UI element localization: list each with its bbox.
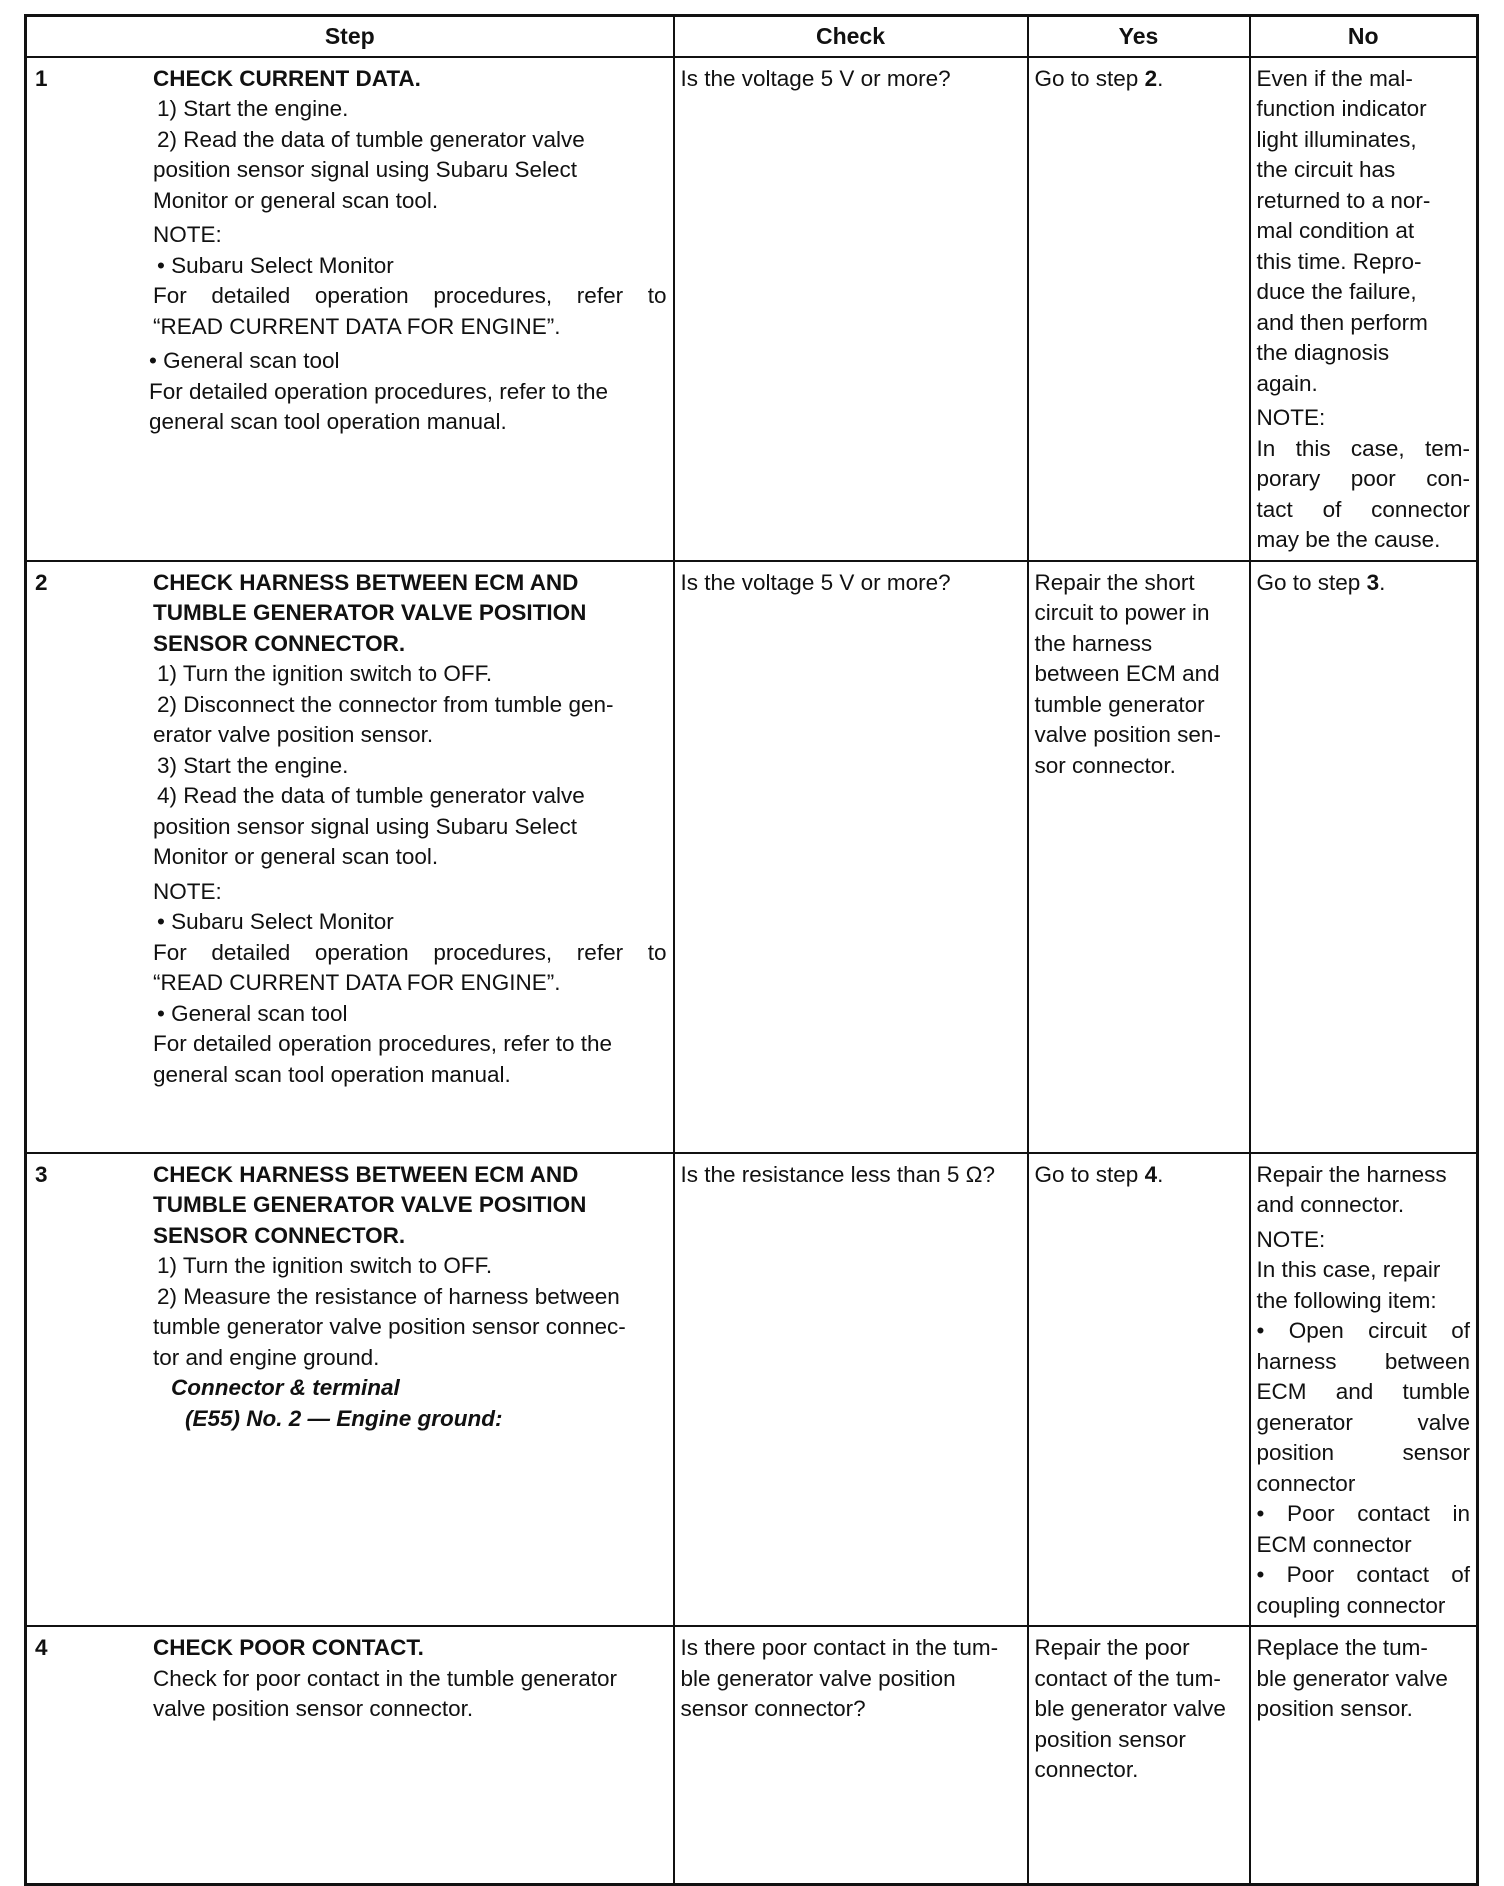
no-line: the diagnosis xyxy=(1256,340,1390,365)
step-number: 1 xyxy=(35,65,48,91)
no-note-line: coupling connector xyxy=(1256,1592,1446,1618)
no-end: . xyxy=(1379,569,1386,595)
step-line: 1) Turn the ignition switch to OFF. xyxy=(157,1253,493,1278)
step-line: Check for poor contact in the tumble generator xyxy=(153,1665,618,1691)
no-line: and then perform xyxy=(1256,309,1428,335)
yes-end: . xyxy=(1157,65,1164,91)
header-no: No xyxy=(1250,16,1478,57)
no-line: Even if the mal- xyxy=(1256,65,1413,91)
yes-line: ble generator valve xyxy=(1034,1696,1226,1721)
yes-text: Go to step xyxy=(1034,65,1145,91)
step-line: tor and engine ground. xyxy=(153,1344,380,1370)
no-line: returned to a nor- xyxy=(1256,187,1431,213)
yes-cell xyxy=(1028,1153,1250,1627)
step-line: Monitor or general scan tool. xyxy=(153,187,439,213)
yes-line: position sensor xyxy=(1034,1726,1186,1752)
no-line: position sensor. xyxy=(1256,1696,1413,1721)
yes-line: valve position sen- xyxy=(1034,722,1221,747)
no-cell xyxy=(1250,57,1478,561)
no-text: Go to step xyxy=(1256,569,1367,595)
no-note-line: ECM connector xyxy=(1256,1531,1412,1557)
check-line: sensor connector? xyxy=(680,1696,866,1721)
no-note-line: porary poor con- xyxy=(1256,466,1470,491)
yes-line: contact of the tum- xyxy=(1034,1665,1221,1691)
yes-cell xyxy=(1028,561,1250,1153)
no-note-line: position sensor xyxy=(1256,1440,1470,1465)
yes-cell xyxy=(1028,1626,1250,1884)
note-line: “READ CURRENT DATA FOR ENGINE”. xyxy=(153,313,561,339)
no-line: mal condition at xyxy=(1256,218,1415,243)
note-label: NOTE: xyxy=(153,222,222,247)
step-title: SENSOR CONNECTOR. xyxy=(153,630,406,656)
note-label: NOTE: xyxy=(153,878,222,904)
no-line: this time. Repro- xyxy=(1256,248,1422,274)
no-cell xyxy=(1250,1626,1478,1884)
no-line: the circuit has xyxy=(1256,157,1396,182)
step-line: 1) Start the engine. xyxy=(157,96,349,121)
yes-line: sor connector. xyxy=(1034,752,1176,778)
table-row xyxy=(26,1626,1478,1884)
no-note-line: connector xyxy=(1256,1470,1356,1496)
step-content xyxy=(153,1160,667,1435)
no-note-line: the following item: xyxy=(1256,1287,1437,1313)
yes-line: between ECM and xyxy=(1034,661,1220,686)
table-row xyxy=(26,1153,1478,1627)
yes-cell xyxy=(1028,57,1250,561)
table-row xyxy=(26,57,1478,561)
no-note-label: NOTE: xyxy=(1256,405,1326,430)
step-line: 2) Read the data of tumble generator valve xyxy=(157,126,585,152)
note-line: • Subaru Select Monitor xyxy=(157,909,394,934)
check-cell xyxy=(674,1153,1028,1627)
note-line: For detailed operation procedures, refer to xyxy=(153,283,667,308)
no-note-line: harness between xyxy=(1256,1348,1470,1374)
check-text: Is the voltage 5 V or more? xyxy=(680,65,951,91)
step-title: TUMBLE GENERATOR VALVE POSITION xyxy=(153,1192,587,1217)
header-step: Step xyxy=(26,16,674,57)
no-line: Repair the harness xyxy=(1256,1161,1447,1187)
check-cell xyxy=(674,561,1028,1153)
no-note-line: • Open circuit of xyxy=(1256,1318,1470,1343)
no-cell xyxy=(1250,561,1478,1153)
yes-line: the harness xyxy=(1034,630,1153,656)
connector-label: Connector & terminal xyxy=(171,1375,400,1400)
header-check: Check xyxy=(674,16,1028,57)
yes-line: circuit to power in xyxy=(1034,600,1210,625)
step-title: CHECK CURRENT DATA. xyxy=(153,65,421,91)
note-line: • General scan tool xyxy=(157,1000,348,1026)
no-note-line: • Poor contact in xyxy=(1256,1501,1470,1526)
step-content xyxy=(149,64,667,438)
no-line: again. xyxy=(1256,370,1318,396)
no-line: duce the failure, xyxy=(1256,279,1417,304)
step-title: CHECK HARNESS BETWEEN ECM AND xyxy=(153,569,579,595)
step-line: 2) Disconnect the connector from tumble gen- xyxy=(157,691,614,717)
check-cell xyxy=(674,57,1028,561)
step-cell xyxy=(26,57,674,561)
yes-line: Repair the poor xyxy=(1034,1635,1190,1660)
step-line: Monitor or general scan tool. xyxy=(153,844,439,869)
table-row xyxy=(26,561,1478,1153)
step-title: SENSOR CONNECTOR. xyxy=(153,1222,406,1248)
step-content xyxy=(153,568,667,1091)
yes-step-ref: 4 xyxy=(1144,1161,1158,1187)
no-note-line: may be the cause. xyxy=(1256,527,1441,552)
check-line: Is there poor contact in the tum- xyxy=(680,1635,999,1660)
step-line: 1) Turn the ignition switch to OFF. xyxy=(157,661,493,686)
yes-line: connector. xyxy=(1034,1757,1139,1782)
no-note-line: In this case, tem- xyxy=(1256,435,1470,461)
step-cell xyxy=(26,561,674,1153)
step-title: CHECK HARNESS BETWEEN ECM AND xyxy=(153,1161,579,1187)
yes-text: Go to step xyxy=(1034,1161,1145,1187)
step-content xyxy=(153,1633,667,1725)
note-line: • General scan tool xyxy=(149,348,340,373)
check-text: Is the voltage 5 V or more? xyxy=(680,569,951,595)
step-cell xyxy=(26,1626,674,1884)
no-note-line: • Poor contact of xyxy=(1256,1562,1470,1587)
check-text: Is the resistance less than 5 Ω? xyxy=(680,1161,995,1187)
no-line: light illuminates, xyxy=(1256,126,1417,152)
yes-line: Repair the short xyxy=(1034,569,1195,595)
note-line: • Subaru Select Monitor xyxy=(157,252,394,278)
step-number: 3 xyxy=(35,1161,48,1187)
note-line: “READ CURRENT DATA FOR ENGINE”. xyxy=(153,970,561,995)
step-line: 2) Measure the resistance of harness between xyxy=(157,1283,620,1309)
no-note-line: tact of connector xyxy=(1256,496,1470,522)
step-line: erator valve position sensor. xyxy=(153,722,434,747)
check-line: ble generator valve position xyxy=(680,1665,956,1691)
no-step-ref: 3 xyxy=(1366,569,1380,595)
yes-end: . xyxy=(1157,1161,1164,1187)
step-line: position sensor signal using Subaru Select xyxy=(153,813,578,839)
no-note-line: ECM and tumble xyxy=(1256,1379,1470,1404)
step-line: position sensor signal using Subaru Select xyxy=(153,157,578,182)
yes-step-ref: 2 xyxy=(1144,65,1158,91)
note-line: For detailed operation procedures, refer to the xyxy=(153,1031,613,1056)
check-cell xyxy=(674,1626,1028,1884)
no-note-label: NOTE: xyxy=(1256,1226,1326,1252)
note-line: general scan tool operation manual. xyxy=(153,1061,511,1087)
step-line: tumble generator valve position sensor connec- xyxy=(153,1314,626,1339)
no-line: Replace the tum- xyxy=(1256,1635,1428,1660)
no-line: and connector. xyxy=(1256,1192,1405,1217)
diagnostic-table xyxy=(24,14,1479,1886)
header-row xyxy=(26,16,1478,57)
no-line: ble generator valve xyxy=(1256,1665,1448,1691)
header-yes: Yes xyxy=(1028,16,1250,57)
no-cell xyxy=(1250,1153,1478,1627)
step-line: 3) Start the engine. xyxy=(157,752,349,778)
step-title: TUMBLE GENERATOR VALVE POSITION xyxy=(153,600,587,625)
note-line: For detailed operation procedures, refer to xyxy=(153,939,667,965)
step-number: 4 xyxy=(35,1635,48,1660)
note-line: general scan tool operation manual. xyxy=(149,409,507,434)
connector-value: (E55) No. 2 — Engine ground: xyxy=(185,1405,503,1431)
no-line: function indicator xyxy=(1256,96,1427,121)
step-number: 2 xyxy=(35,569,48,595)
step-cell xyxy=(26,1153,674,1627)
no-note-line: In this case, repair xyxy=(1256,1257,1441,1282)
step-title: CHECK POOR CONTACT. xyxy=(153,1635,424,1660)
step-line: 4) Read the data of tumble generator valve xyxy=(157,783,585,808)
note-line: For detailed operation procedures, refer to the xyxy=(149,378,609,404)
yes-line: tumble generator xyxy=(1034,691,1205,717)
step-line: valve position sensor connector. xyxy=(153,1696,474,1721)
no-note-line: generator valve xyxy=(1256,1409,1470,1435)
